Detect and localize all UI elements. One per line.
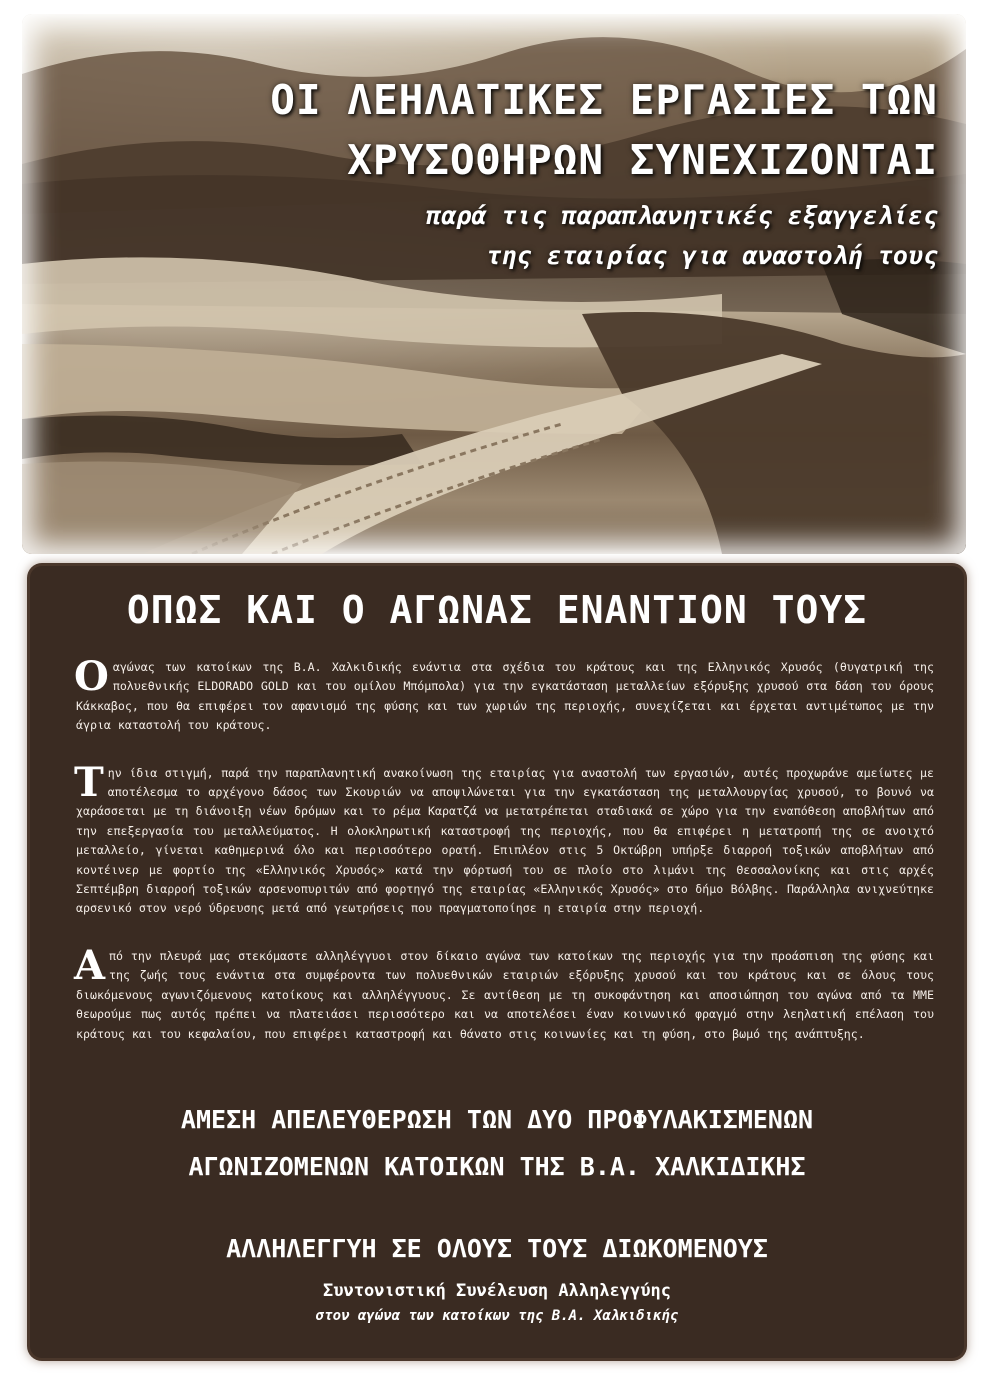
paragraph-2-text: ην ίδια στιγμή, παρά την παραπλανητική ανακοίνωση της εταιρίας για αναστολή των εργασιών, αυτές προχωράνε αμείωτες με αποτέλεσμα το αρχέγονο δάσος των Σκουριών να αποψιλώνεται για την εγκατάσταση της μεταλλουργίας χρυσού, το βουνό να χαράσσεται με τη διάνοιξη νέων δρόμων και το ρέμα Καρατζά να μετατρέπεται σταδιακά σε χώρο για την εναπόθεση αποβλήτων από την επεξεργασία του μεταλλεύματος. Η ολοκληρωτική καταστροφή της περιοχής, που θα επιφέρει η μετατροπή της σε ανοιχτό μεταλλείο, γίνεται καθημερινά όλο και περισσότερο ορατή. Επιπλέον στις 5 Οκτώβρη υπήρξε διαρροή τοξικών αποβλήτων από κοντέινερ με φορτίο της «Ελληνικός Χρυσός» κατά την φόρτωσή του σε πλοίο στο λιμάνι της Θεσσαλονίκης και στις αρχές Σεπτέμβρη διαρροή τοξικών αρσενοπυριτών από φορτηγό της εταιρίας «Ελληνικός Χρυσός» στο δήμο Βόλβης. Παράλληλα ανιχνεύτηκε αρσενικό στον νερό ύδρευσης μετά από γεωτρήσεις που πραγματοποίησε η εταιρία στην περιοχή.	[76, 765, 934, 916]
header-title-line2: ΧΡΥΣΟΘΗΡΩΝ ΣΥΝΕΧΙΖΟΝΤΑΙ	[347, 136, 938, 184]
drop-cap-2: Τ	[74, 758, 104, 806]
drop-cap-1: Ο	[74, 653, 109, 700]
signature-line1: Συντονιστική Συνέλευση Αλληλεγγύης	[323, 1281, 671, 1301]
paragraph-3-text: πό την πλευρά μας στεκόμαστε αλληλέγγυοι στον δίκαιο αγώνα των κατοίκων της περιοχής για την προάσπιση της φύσης και της ζωής τους ενάντια στα συμφέροντα των πολυεθνικών εταιριών εξόρυξης χρυσού και του κράτους και σε όλους τους διωκόμενους αγωνιζόμενους κατοίκους και αλληλέγγυους. Σε αντίθεση με τη συκοφάντηση και αποσιώπηση του αγώνα από τα ΜΜΕ θεωρούμε πως αυτός πρέπει να πλατειάσει περισσότερο και να αποτελέσει έναν κοινωνικό φραγμό στην λεηλατική επέλαση του κράτους και του κεφαλαίου, που επιφέρει καταστροφή και θάνατο στις κοινωνίες και τη φύση, στο βωμό της ανάπτυξης.	[76, 948, 934, 1041]
slogan-line1: ΑΜΕΣΗ ΑΠΕΛΕΥΘΕΡΩΣΗ ΤΩΝ ΔΥΟ ΠΡΟΦΥΛΑΚΙΣΜΕΝΩΝ	[180, 1105, 814, 1134]
header-photo	[22, 14, 966, 554]
paragraph-3	[74, 941, 934, 1044]
signature-block	[30, 1278, 964, 1328]
header-title-line1: ΟΙ ΛΕΗΛΑΤΙΚΕΣ ΕΡΓΑΣΙΕΣ ΤΩΝ	[270, 76, 938, 124]
drop-cap-3: Α	[74, 941, 106, 989]
article-body	[74, 653, 934, 1072]
header-subtitle-line2: της εταιρίας για αναστολή τους	[486, 241, 938, 270]
slogan-line3: ΑΛΛΗΛΕΓΓΥΗ ΣΕ ΟΛΟΥΣ ΤΟΥΣ ΔΙΩΚΟΜΕΝΟΥΣ	[226, 1234, 768, 1263]
paragraph-2	[74, 758, 934, 919]
text-panel	[30, 566, 964, 1358]
signature-line2: στον αγώνα των κατοίκων της Β.Α. Χαλκιδικής	[315, 1308, 679, 1324]
header-title-block	[270, 70, 938, 276]
paragraph-1	[74, 653, 934, 736]
header-subtitle-line1: παρά τις παραπλανητικές εξαγγελίες	[426, 201, 938, 230]
slogans-block	[30, 1096, 964, 1266]
paragraph-1-text: αγώνας των κατοίκων της Β.Α. Χαλκιδικής ενάντια στα σχέδια του κράτους και της Ελληνικός Χρυσός (θυγατρική της πολυεθνικής ELDORADO GOLD και του ομίλου Μπόμπολα) για την εγκατάσταση μεταλλείων εξόρυξης χρυσού στα δάση του όρους Κάκκαβος, που θα επιφέρει τον αφανισμό της φύσης και των χωριών της περιοχής, συνεχίζεται και έρχεται αντιμέτωπος με την άγρια καταστολή του κράτους.	[76, 660, 934, 733]
slogan-line2: ΑΓΩΝΙΖΟΜΕΝΩΝ ΚΑΤΟΙΚΩΝ ΤΗΣ Β.Α. ΧΑΛΚΙΔΙΚΗΣ	[188, 1152, 806, 1181]
panel-heading: ΟΠΩΣ ΚΑΙ Ο ΑΓΩΝΑΣ ΕΝΑΝΤΙΟΝ ΤΟΥΣ	[126, 588, 868, 632]
